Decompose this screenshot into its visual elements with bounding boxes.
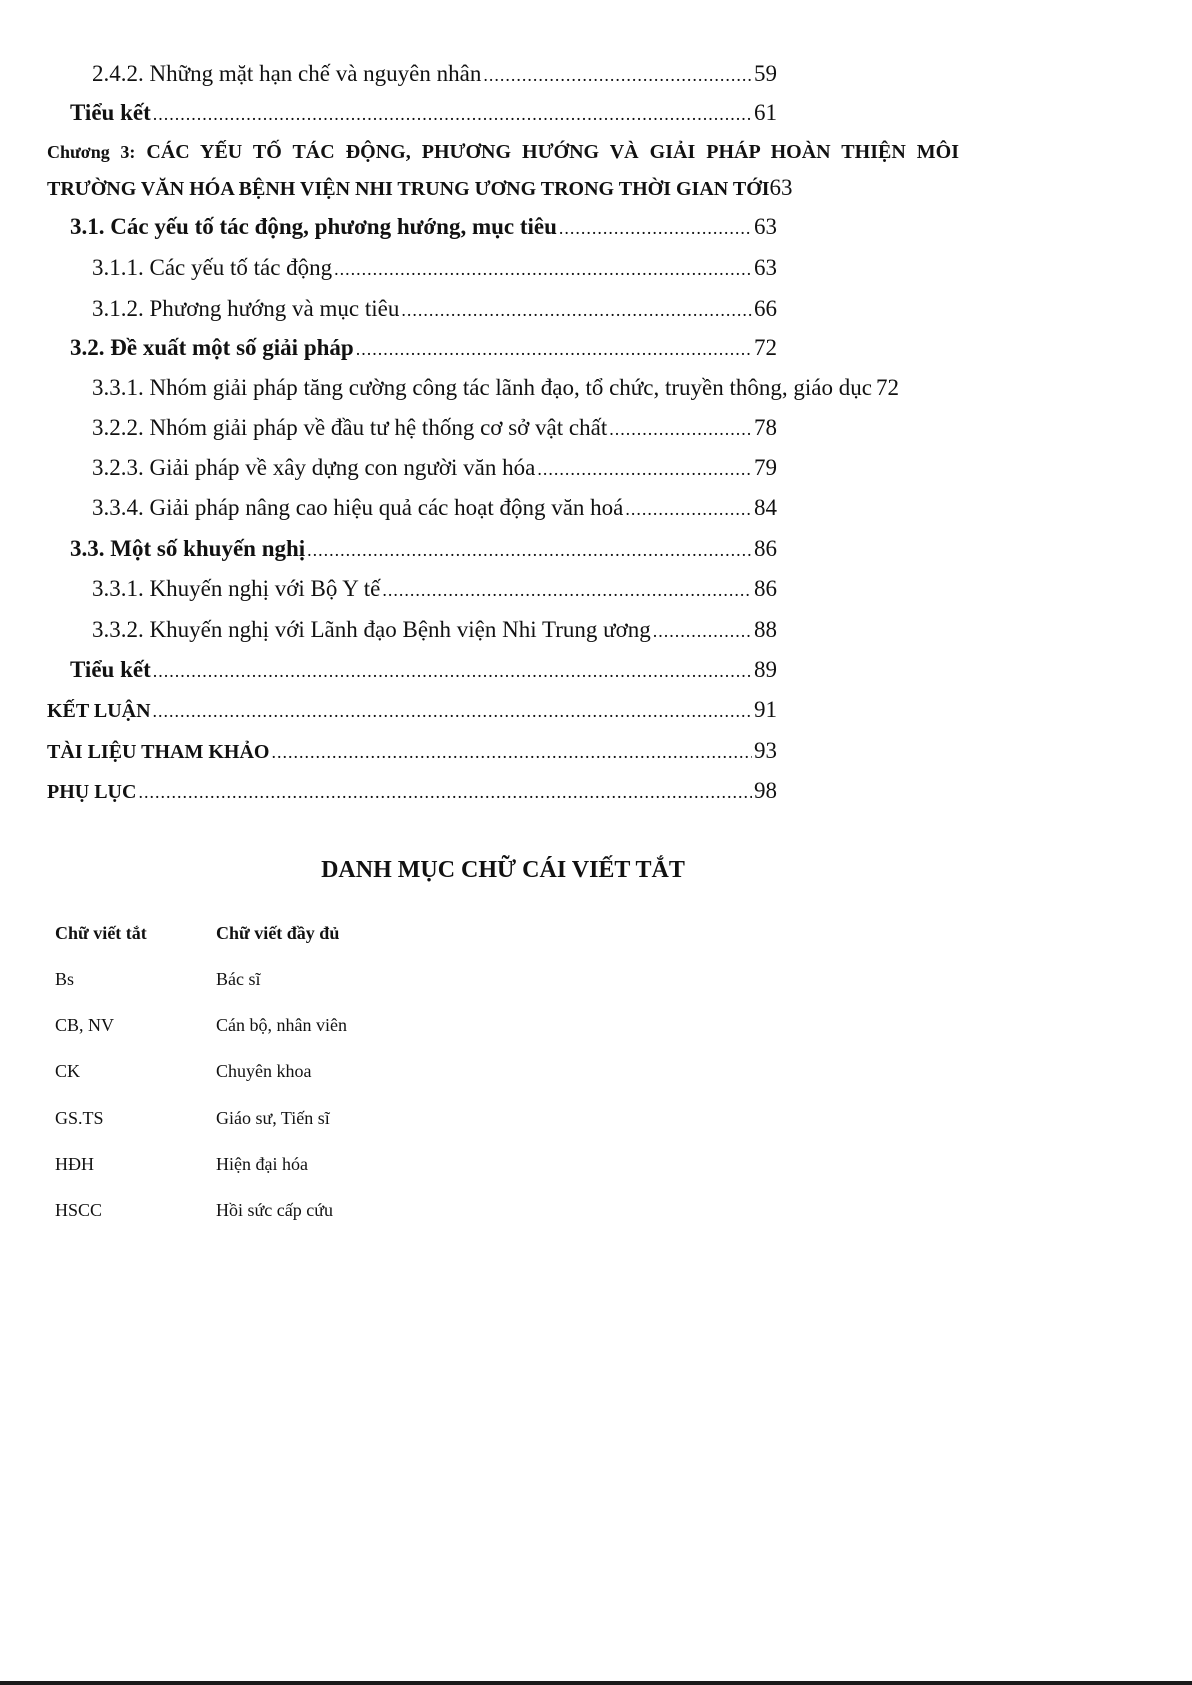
toc-entry	[47, 736, 777, 767]
toc-leader	[153, 656, 752, 686]
toc-page-number: 78	[754, 415, 777, 440]
toc-entry-text: 3.1.1. Các yếu tố tác động	[92, 255, 333, 280]
toc-entry	[92, 373, 899, 403]
toc-entry	[70, 98, 777, 129]
toc-entry-text: TÀI LIỆU THAM KHẢO	[47, 741, 270, 763]
toc-page-number: 72	[875, 375, 899, 400]
toc-page-number: 63	[769, 175, 793, 200]
abbr-cell: Bs	[55, 969, 75, 989]
header-abbr: Chữ viết tắt	[55, 923, 147, 943]
toc-leader	[271, 737, 752, 767]
full-cell: Hồi sức cấp cứu	[216, 1200, 333, 1220]
toc-leader	[537, 454, 752, 484]
chapter-title: CÁC YẾU TỐ TÁC ĐỘNG, PHƯƠNG HƯỚNG VÀ GIẢI PHÁP HOÀN THIỆN MÔI TRƯỜNG VĂN HÓA BỆNH VIỆN NHI TRUNG ƯƠNG TRONG THỜI GIAN TỚI	[47, 141, 960, 200]
toc-entry	[92, 453, 777, 484]
toc-page-number: 63	[754, 255, 777, 280]
toc-entry-text: KẾT LUẬN	[47, 700, 151, 722]
toc-leader	[625, 494, 752, 524]
toc-entry-text: Tiểu kết	[70, 100, 151, 125]
toc-entry-text: PHỤ LỤC	[47, 781, 137, 803]
toc-page-number: 93	[754, 738, 777, 763]
toc-page-number: 84	[754, 495, 777, 520]
toc-entry-text: 3.3.4. Giải pháp nâng cao hiệu quả các hoạt động văn hoá	[92, 495, 624, 520]
toc-entry-text: 3.3.2. Khuyến nghị với Lãnh đạo Bệnh viện Nhi Trung ương	[92, 617, 651, 642]
toc-page-number: 86	[754, 536, 777, 561]
toc-leader	[153, 99, 752, 129]
toc-entry-text: 3.2.2. Nhóm giải pháp về đầu tư hệ thống cơ sở vật chất	[92, 415, 608, 440]
toc-page-number: 79	[754, 455, 777, 480]
chapter-lead: Chương 3:	[47, 142, 136, 162]
toc-leader	[653, 616, 752, 646]
toc-entry	[92, 574, 777, 605]
toc-page-number: 61	[754, 100, 777, 125]
toc-entry	[70, 212, 777, 243]
toc-entry	[70, 534, 777, 565]
header-full: Chữ viết đầy đủ	[216, 923, 340, 943]
full-cell: Bác sĩ	[216, 969, 261, 989]
toc-page-number: 63	[754, 214, 777, 239]
toc-entry-text: 3.1. Các yếu tố tác động, phương hướng, mục tiêu	[70, 214, 557, 239]
abbr-cell: HSCC	[55, 1200, 103, 1220]
toc-leader	[382, 575, 752, 605]
toc-page-number: 59	[754, 61, 777, 86]
toc-page-number: 98	[754, 778, 777, 803]
full-cell: Hiện đại hóa	[216, 1154, 308, 1174]
toc-leader	[483, 60, 752, 90]
toc-leader	[307, 535, 752, 565]
page-bottom-border	[0, 1681, 1192, 1685]
full-cell: Giáo sư, Tiến sĩ	[216, 1108, 330, 1128]
toc-entry-text: 3.1.2. Phương hướng và mục tiêu	[92, 296, 400, 321]
abbr-cell: CB, NV	[55, 1015, 115, 1035]
full-cell: Cán bộ, nhân viên	[216, 1015, 347, 1035]
full-cell: Chuyên khoa	[216, 1061, 312, 1081]
toc-page-number: 86	[754, 576, 777, 601]
toc-entry-text: 2.4.2. Những mặt hạn chế và nguyên nhân	[92, 61, 482, 86]
toc-leader	[401, 295, 752, 325]
toc-entry-text: 3.3.1. Khuyến nghị với Bộ Y tế	[92, 576, 381, 601]
toc-entry	[92, 59, 777, 90]
toc-leader	[559, 213, 752, 243]
toc-entry-text: 3.2. Đề xuất một số giải pháp	[70, 335, 354, 360]
toc-entry	[92, 615, 777, 646]
toc-entry	[92, 253, 777, 284]
toc-entry-text: Tiểu kết	[70, 657, 151, 682]
toc-entry	[47, 695, 777, 726]
abbreviations-title: DANH MỤC CHỮ CÁI VIẾT TẮT	[321, 857, 685, 883]
toc-entry	[92, 493, 777, 524]
abbr-cell: HĐH	[55, 1154, 94, 1174]
toc-entry-text: 3.3. Một số khuyến nghị	[70, 536, 306, 561]
toc-page-number: 66	[754, 296, 777, 321]
toc-leader	[609, 414, 752, 444]
toc-entry-text: 3.3.1. Nhóm giải pháp tăng cường công tác lãnh đạo, tổ chức, truyền thông, giáo dục	[92, 375, 872, 400]
toc-leader	[334, 254, 752, 284]
toc-chapter-heading	[47, 134, 959, 207]
toc-leader	[356, 334, 752, 364]
toc-leader	[153, 696, 752, 726]
toc-entry	[92, 294, 777, 325]
abbr-cell: GS.TS	[55, 1108, 104, 1128]
toc-page-number: 89	[754, 657, 777, 682]
abbr-cell: CK	[55, 1061, 81, 1081]
toc-page-number: 72	[754, 335, 777, 360]
toc-entry	[70, 655, 777, 686]
toc-entry	[70, 333, 777, 364]
toc-entry	[47, 776, 777, 807]
toc-entry	[92, 413, 777, 444]
toc-page-number: 88	[754, 617, 777, 642]
toc-leader	[138, 777, 752, 807]
toc-page-number: 91	[754, 697, 777, 722]
toc-entry-text: 3.2.3. Giải pháp về xây dựng con người văn hóa	[92, 455, 536, 480]
